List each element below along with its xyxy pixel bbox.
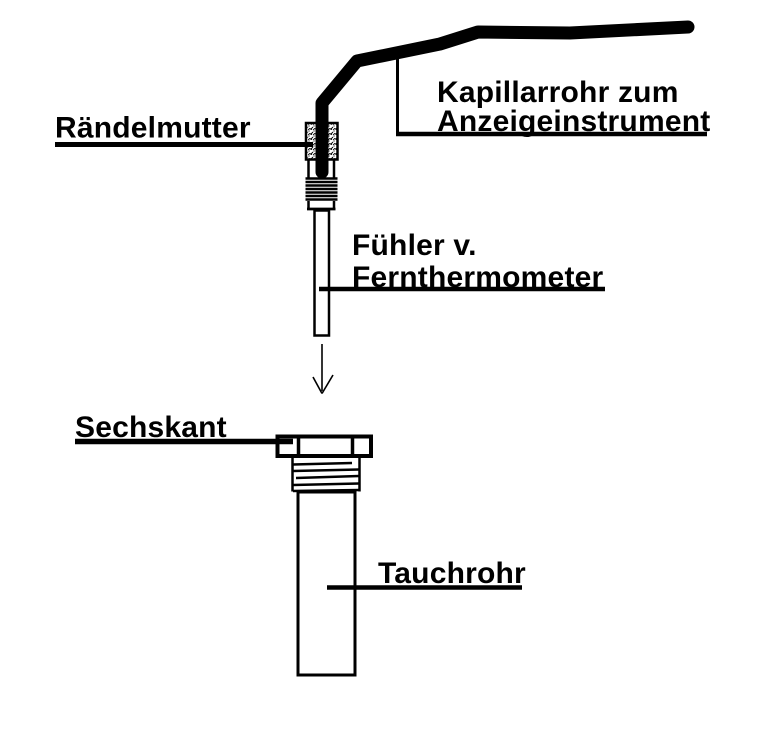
immersion-thread-section <box>293 458 360 492</box>
sensor-collar <box>307 201 336 210</box>
immersion-tube <box>298 492 355 675</box>
knurl-texture-right <box>328 125 338 159</box>
down-arrow-head-right <box>322 375 333 394</box>
immersion-thread-line <box>293 470 359 472</box>
label-sechskant: Sechskant <box>75 411 227 444</box>
immersion-thread-line <box>293 484 359 486</box>
immersion-thread-line <box>296 476 359 478</box>
label-kapillarrohr-line2: Anzeigeinstrument <box>437 105 711 138</box>
label-raendelmutter: Rändelmutter <box>55 111 251 145</box>
knurl-texture-left <box>308 125 317 159</box>
hex-head <box>278 435 372 458</box>
label-tauchrohr: Tauchrohr <box>378 557 526 590</box>
immersion-thread-line <box>293 463 352 465</box>
down-arrow-icon <box>313 344 333 394</box>
label-kapillarrohr-line1: Kapillarrohr zum <box>437 76 679 109</box>
label-fuehler-line2: Fernthermometer <box>352 261 604 294</box>
down-arrow-head-left <box>313 377 322 394</box>
label-fuehler-line1: Fühler v. <box>352 229 477 262</box>
sensor-thread-section <box>306 179 338 200</box>
sensor-probe-tube <box>315 211 330 336</box>
